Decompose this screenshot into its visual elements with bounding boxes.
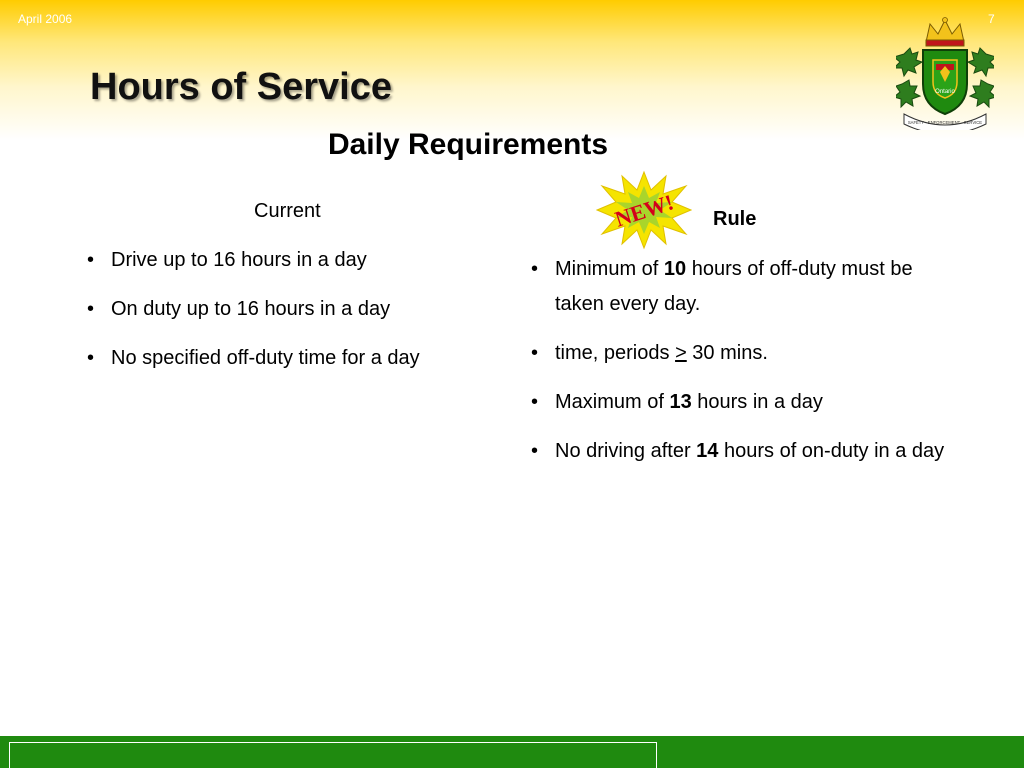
rule-item-pre: Minimum of (555, 258, 664, 280)
bullet-icon: • (531, 342, 539, 364)
current-item-text: No specified off-duty time for a day (111, 347, 420, 369)
crest-name: Ontario (935, 89, 955, 95)
bullet-icon: • (87, 347, 95, 369)
list-item (531, 434, 951, 469)
rule-item-bold: 14 (696, 440, 719, 462)
footer-date: April 2006 (18, 12, 73, 26)
list-item (87, 243, 507, 278)
current-bullet-list (87, 243, 507, 390)
current-item-text: On duty up to 16 hours in a day (111, 298, 391, 320)
list-item (531, 385, 951, 420)
page-number: 7 (988, 12, 995, 26)
rule-item-pre: Maximum of (555, 391, 670, 413)
footer-date-frame (9, 742, 657, 768)
current-item-text: Drive up to 16 hours in a day (111, 249, 367, 271)
list-item (531, 336, 951, 371)
bullet-icon: • (531, 440, 539, 462)
rule-item-pre: No driving after (555, 440, 697, 462)
rule-item-pre: time, periods (555, 342, 676, 364)
rule-item-post: hours in a day (691, 391, 823, 413)
current-column-heading: Current (254, 200, 321, 222)
rule-column-heading: Rule (713, 208, 757, 230)
list-item (87, 292, 507, 327)
crest-logo (896, 14, 994, 130)
new-badge-text: NEW! (611, 189, 677, 232)
rule-item-post: hours of off-duty must be taken every day. (555, 258, 913, 315)
bullet-icon: • (87, 298, 95, 320)
rule-item-post: 30 mins. (686, 342, 768, 364)
footer-bar (0, 736, 1024, 768)
bullet-icon: • (531, 258, 539, 280)
list-item (87, 341, 507, 376)
rule-item-post: hours of on-duty in a day (718, 440, 945, 462)
rule-item-bold: 10 (663, 258, 687, 280)
rule-item-symbol: > (675, 342, 687, 364)
new-starburst-icon (596, 170, 692, 250)
list-item (531, 252, 951, 322)
rule-item-bold: 13 (669, 391, 692, 413)
slide-title: Hours of Service (90, 66, 392, 108)
slide-subtitle: Daily Requirements (327, 128, 609, 161)
rule-bullet-list (531, 252, 951, 483)
crest-banner: SAFETY · ENFORCEMENT · SERVICE (907, 120, 983, 125)
bullet-icon: • (87, 249, 95, 271)
bullet-icon: • (531, 391, 539, 413)
